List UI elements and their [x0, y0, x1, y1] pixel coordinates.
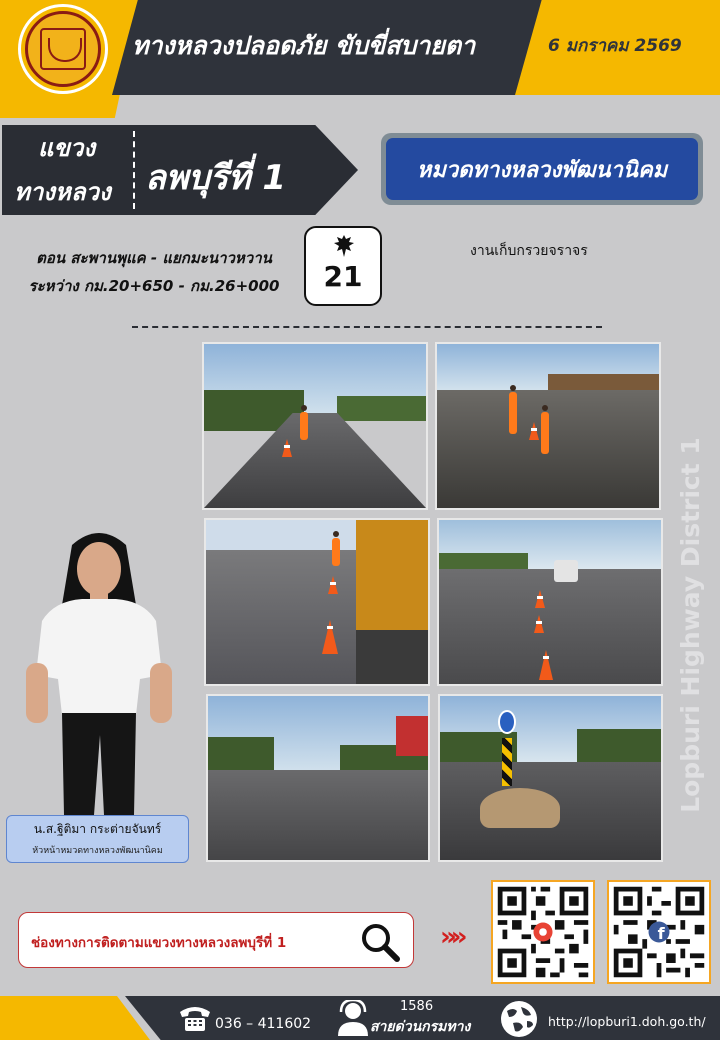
section-name: ตอน สะพานพุแค - แยกมะนาวหวาน [36, 249, 272, 267]
unit-box [381, 133, 703, 205]
header-title: ทางหลวงปลอดภัย ขับขี่สบายตา [132, 31, 476, 60]
unit-name: หมวดทางหลวงพัฒนานิคม [416, 157, 668, 183]
district-label-line1: แขวง [38, 134, 96, 162]
section-km-range: ระหว่าง กม.20+650 - กม.26+000 [28, 277, 280, 295]
person-name: น.ส.ฐิติมา กระต่ายจันทร์ [33, 822, 162, 836]
route-number: 21 [323, 260, 363, 293]
svg-text:f: f [657, 924, 665, 944]
district-label-line2: ทางหลวง [14, 178, 111, 206]
search-icon [359, 921, 401, 963]
photo-2 [435, 342, 661, 510]
follow-channel-text: ช่องทางการติดตามแขวงทางหลวงลพบุรีที่ 1 [31, 935, 287, 951]
photo-3 [204, 518, 430, 686]
header-date: 6 มกราคม 2569 [548, 36, 682, 56]
photo-5 [206, 694, 430, 862]
photo-1 [202, 342, 428, 510]
work-description: งานเก็บกรวยจราจร [470, 243, 588, 259]
person-position: หัวหน้าหมวดทางหลวงพัฒนานิคม [32, 846, 163, 856]
arrow-right-icon: »» [440, 922, 462, 952]
follow-channel-box[interactable] [18, 912, 414, 968]
qr-facebook-icon[interactable] [607, 880, 711, 984]
globe-icon [499, 999, 539, 1039]
dashed-divider [132, 326, 602, 328]
photo-4 [437, 518, 663, 686]
phone-number[interactable]: 036 – 411602 [215, 1016, 312, 1032]
watermark-text: Lopburi Highway District 1 [675, 437, 705, 813]
person-photo [24, 525, 174, 815]
hotline-number[interactable]: 1586 [400, 999, 434, 1014]
district-name: ลพบุรีที่ 1 [145, 158, 286, 198]
website-link[interactable]: http://lopburi1.doh.go.th/ [548, 1014, 706, 1029]
photo-6 [438, 694, 663, 862]
person-name-box [6, 815, 189, 863]
hotline-icon [336, 1000, 370, 1036]
logo-icon [18, 4, 108, 94]
qr-map-icon[interactable] [491, 880, 595, 984]
hotline-label: สายด่วนกรมทาง [370, 1019, 471, 1035]
garuda-icon [333, 234, 355, 258]
footer-yellow-band [0, 996, 150, 1040]
phone-icon [178, 1004, 212, 1032]
route-badge [304, 226, 382, 306]
